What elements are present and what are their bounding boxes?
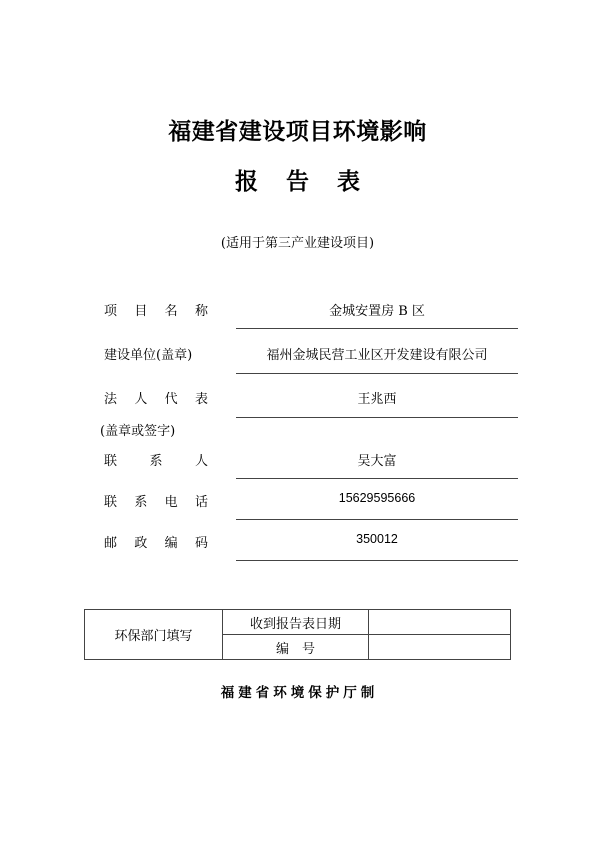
project-name-underline bbox=[236, 328, 518, 329]
phone-underline bbox=[236, 519, 518, 520]
project-name-label: 项目名称 bbox=[104, 304, 208, 319]
received-date-cell bbox=[369, 610, 511, 635]
number-label: 编 号 bbox=[223, 635, 369, 660]
project-name-value: 金城安置房 B 区 bbox=[329, 304, 425, 319]
dept-fill-label: 环保部门填写 bbox=[85, 610, 223, 660]
report-title-line2: 报告表 bbox=[235, 168, 388, 195]
report-subtitle: (适用于第三产业建设项目) bbox=[220, 236, 375, 251]
received-date-label: 收到报告表日期 bbox=[223, 610, 369, 635]
report-title-line1: 福建省建设项目环境影响 bbox=[168, 118, 427, 145]
postcode-label: 邮政编码 bbox=[104, 536, 208, 551]
postcode-underline bbox=[236, 560, 518, 561]
construction-unit-value: 福州金城民营工业区开发建设有限公司 bbox=[266, 348, 488, 363]
contact-label: 联系人 bbox=[104, 454, 208, 469]
number-cell bbox=[369, 635, 511, 660]
environmental-dept-table bbox=[84, 609, 511, 660]
construction-unit-label: 建设单位(盖章) bbox=[104, 348, 193, 363]
postcode-value: 350012 bbox=[356, 532, 398, 546]
phone-value: 15629595666 bbox=[338, 491, 416, 505]
legal-rep-underline bbox=[236, 417, 518, 418]
legal-rep-label: 法人代表 bbox=[104, 392, 208, 407]
legal-rep-value: 王兆西 bbox=[357, 392, 397, 407]
contact-underline bbox=[236, 478, 518, 479]
phone-label: 联系电话 bbox=[104, 495, 208, 510]
issuer-footer: 福建省环境保护厅制 bbox=[220, 685, 379, 701]
legal-rep-sub-label: (盖章或签字) bbox=[100, 424, 176, 439]
construction-unit-underline bbox=[236, 373, 518, 374]
contact-value: 吴大富 bbox=[357, 454, 397, 469]
